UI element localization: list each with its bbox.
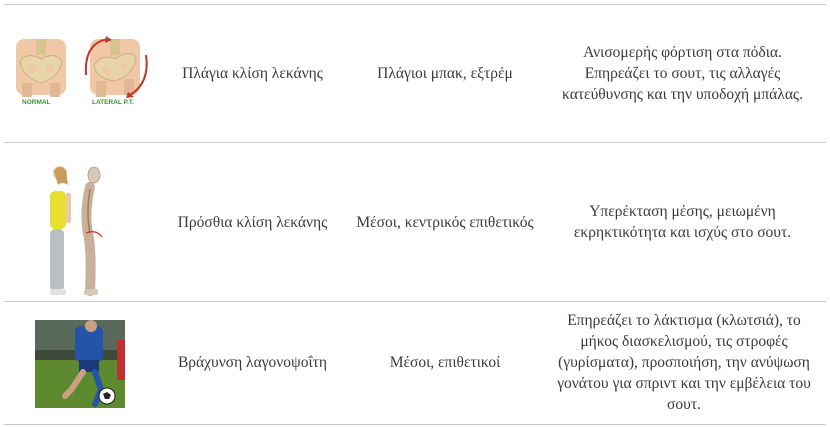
effect-cell: Επηρεάζει το λάκτισμα (κλωτσιά), το μήκος διασκελισμού, τις στροφές (γυρίσματα), προσποιήση, την ανύψωση γονάτου για σπριντ και την εμβέλεια του σουτ. (557, 311, 811, 413)
normal-label: NORMAL (22, 99, 51, 106)
table-row (0, 5, 830, 142)
table-rule-bottom (4, 424, 826, 425)
anterior-tilt-illustration (40, 163, 115, 303)
position-cell: Μέσοι, κεντρικός επιθετικός (356, 213, 534, 231)
table-row (0, 143, 830, 301)
table-row (0, 302, 830, 422)
position-cell: Μέσοι, επιθετικοί (389, 353, 501, 371)
lateral-pt-label: LATERAL P.T. (92, 99, 134, 106)
posture-figure-icon (40, 163, 115, 303)
condition-cell: Πλάγια κλίση λεκάνης (182, 65, 323, 82)
effect-cell: Υπερέκταση μέσης, μειωμένη εκρηκτικότητα και ισχύς στο σουτ. (573, 203, 792, 241)
condition-cell: Βράχυνση λαγονοψοΐτη (177, 353, 328, 371)
football-player-icon (35, 320, 125, 408)
pelvis-tilt-illustration (10, 35, 155, 115)
football-photo (35, 320, 125, 408)
position-cell: Πλάγιοι μπακ, εξτρέμ (377, 65, 513, 82)
effect-cell: Ανισομερής φόρτιση στα πόδια. Επηρεάζει το σουτ, τις αλλαγές κατεύθυνσης και την υποδοχή μπάλας. (562, 44, 803, 103)
condition-cell: Πρόσθια κλίση λεκάνης (177, 213, 328, 231)
